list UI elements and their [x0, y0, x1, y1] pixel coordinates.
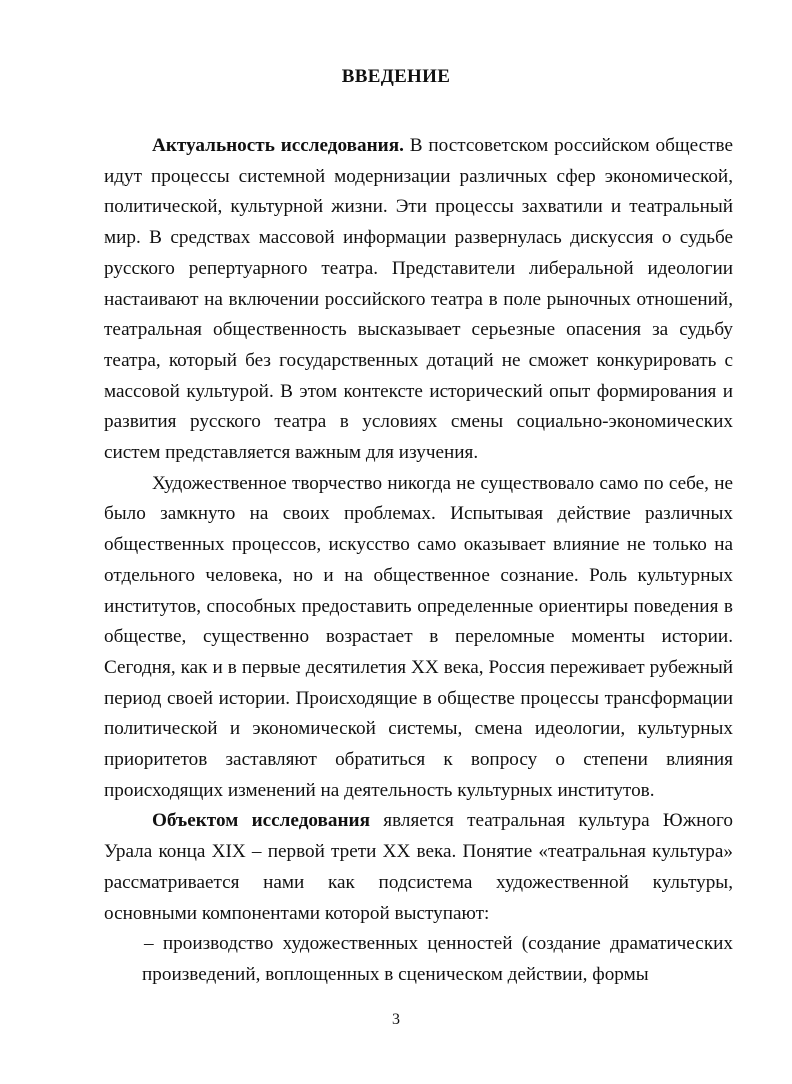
paragraph-lead-bold: Актуальность исследования.	[152, 135, 404, 156]
page-number: 3	[392, 1011, 400, 1028]
paragraph-research-object	[104, 806, 733, 929]
paragraph-text: Художественное творчество никогда не существовало само по себе, не было замкнуто на своих проблемах. Испытывая действие различных общественных процессов, искусство само оказывает влияние не только на отдельного человека, но и на общественное сознание. Роль культурных институтов, способных предоставить определенные ориентиры поведения в обществе, существенно возрастает в переломные моменты истории. Сегодня, как и в первые десятилетия XX века, Россия переживает рубежный период своей истории. Происходящие в обществе процессы трансформации политической и экономической системы, смена идеологии, культурных приоритетов заставляют обратиться к вопросу о степени влияния происходящих изменений на деятельность культурных институтов.	[104, 472, 733, 801]
paragraph-text: В постсоветском российском обществе идут процессы системной модернизации различных сфер экономической, политической, культурной жизни. Эти процессы захватили и театральный мир. В средствах массовой информации развернулась дискуссия о судьбе русского репертуарного театра. Представители либеральной идеологии настаивают на включении российского театра в поле рыночных отношений, театральная общественность высказывает серьезные опасения за судьбу театра, который без государственных дотаций не сможет конкурировать с массовой культурой. В этом контексте исторический опыт формирования и развития русского театра в условиях смены социально-экономических систем представляется важным для изучения.	[104, 135, 733, 464]
paragraph-text: является театральная культура Южного Урала конца XIX – первой трети XX века. Понятие «театральная культура» рассматривается нами как подсистема художественной культуры, основными компонентами которой выступают:	[104, 810, 733, 924]
paragraph-art-creativity	[104, 469, 733, 807]
page-title: ВВЕДЕНИЕ	[341, 66, 451, 87]
paragraph-relevance	[104, 131, 733, 469]
list-item: – производство художественных ценностей (создание драматических произведений, воплощенных в сценическом действии, формы	[142, 933, 733, 985]
paragraph-lead-bold: Объектом исследования	[152, 810, 370, 832]
document-body	[104, 131, 733, 991]
